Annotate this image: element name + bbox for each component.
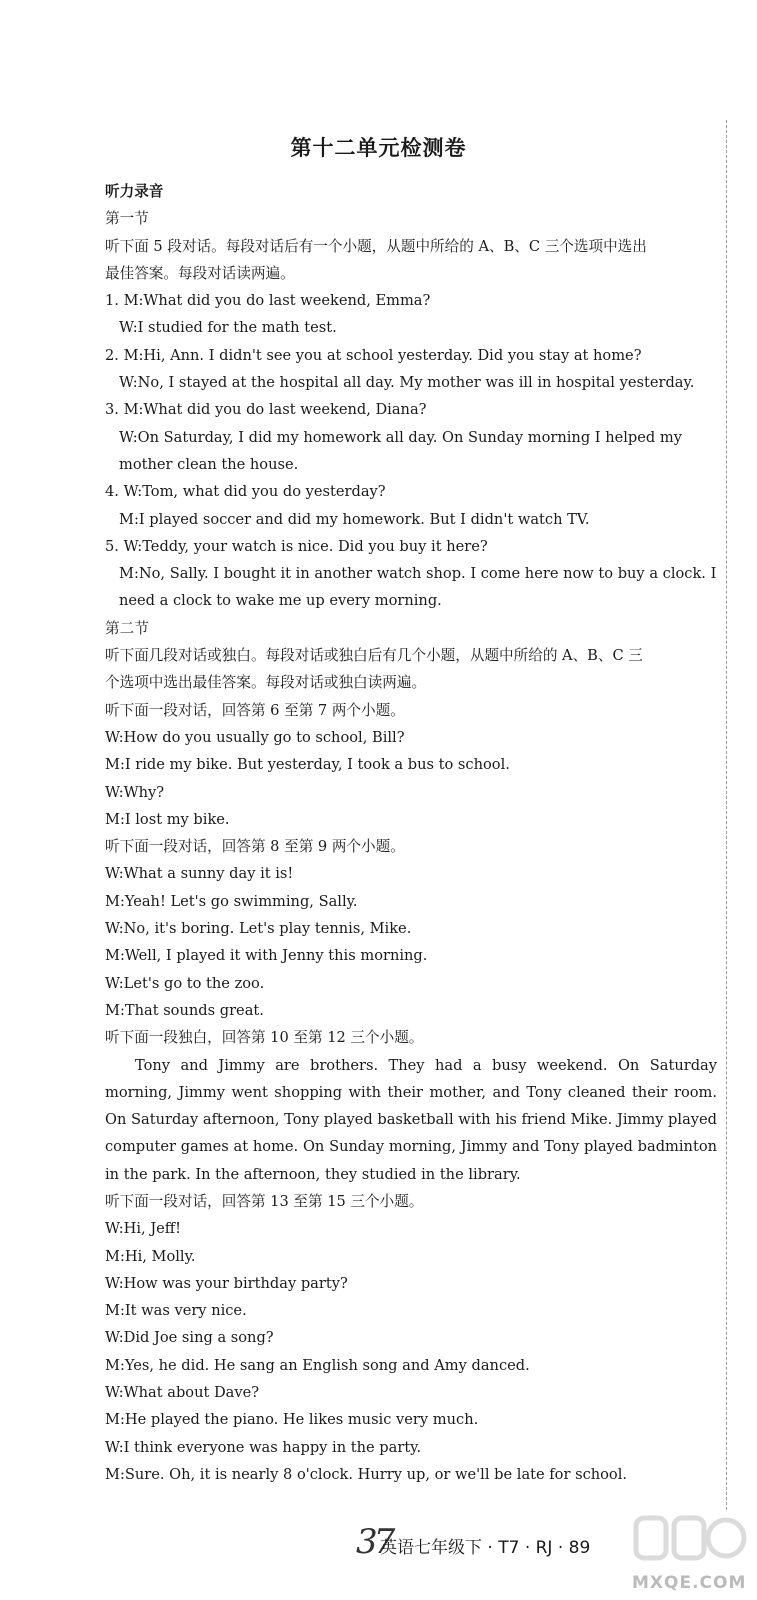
dialogue-line: M:He played the piano. He likes music very much. [105,1411,479,1429]
part-label: 听下面一段对话，回答第 13 至第 15 三个小题。 [105,1192,424,1210]
handwritten-page-number: 37 [356,1522,392,1562]
dialogue-line: need a clock to wake me up every morning. [119,592,442,610]
dialogue-line: M:Yes, he did. He sang an English song and Amy danced. [105,1356,530,1374]
dialogue-line: M:It was very nice. [105,1302,247,1320]
dialogue-line: M:I played soccer and did my homework. But I didn't watch TV. [119,510,590,528]
part-label: 听下面一段对话，回答第 6 至第 7 两个小题。 [105,701,405,719]
dialogue-line: W:What a sunny day it is! [105,865,294,883]
dialogue-line: W:Let's go to the zoo. [105,974,265,992]
dialogue-line: M:I lost my bike. [105,810,230,828]
section1-instruction: 听下面 5 段对话。每段对话后有一个小题，从题中所给的 A、B、C 三个选项中选出 [105,237,647,255]
section-heading: 听力录音 [105,183,164,200]
dialogue-line: mother clean the house. [119,455,299,473]
dialogue-line: W:Hi, Jeff! [105,1220,182,1238]
page-footer: 英语七年级下 · T7 · RJ · 89 [380,1538,591,1558]
part-label: 听下面一段独白，回答第 10 至第 12 三个小题。 [105,1029,424,1047]
dialogue-line: W:What about Dave? [105,1384,260,1402]
dialogue-line: W:On Saturday, I did my homework all day. On Sunday morning I helped my [119,428,682,446]
dialogue-line: 1. M:What did you do last weekend, Emma? [105,292,431,310]
dialogue-line: M:Well, I played it with Jenny this morning. [105,947,428,965]
dialogue-line: W:No, it's boring. Let's play tennis, Mike. [105,920,412,938]
dialogue-line: 3. M:What did you do last weekend, Diana? [105,401,427,419]
dialogue-line: M:I ride my bike. But yesterday, I took a bus to school. [105,756,510,774]
dialogue-line: W:Did Joe sing a song? [105,1329,274,1347]
dialogue-line: M:No, Sally. I bought it in another watch shop. I come here now to buy a clock. I [119,565,717,583]
dialogue-line: W:How do you usually go to school, Bill? [105,728,405,746]
dialogue-line: W:No, I stayed at the hospital all day. My mother was ill in hospital yesterday. [119,374,695,392]
dialogue-line: M:Yeah! Let's go swimming, Sally. [105,892,358,910]
section2-instruction: 听下面几段对话或独白。每段对话或独白后有几个小题，从题中所给的 A、B、C 三 [105,647,643,665]
dialogue-line: 2. M:Hi, Ann. I didn't see you at school yesterday. Did you stay at home? [105,346,642,364]
dialogue-line: W:I studied for the math test. [119,319,337,337]
dialogue-line: 4. W:Tom, what did you do yesterday? [105,483,386,501]
section2-instruction: 个选项中选出最佳答案。每段对话或独白读两遍。 [105,674,427,692]
dialogue-line: W:How was your birthday party? [105,1274,348,1292]
dialogue-line: M:Hi, Molly. [105,1247,196,1265]
dialogue-line: W:I think everyone was happy in the party. [105,1438,422,1456]
dialogue-line: M:Sure. Oh, it is nearly 8 o'clock. Hurry up, or we'll be late for school. [105,1465,628,1483]
listening-transcript [105,178,717,1488]
dialogue-line: M:That sounds great. [105,1001,264,1019]
page-title: 第十二单元检测卷 [290,136,467,160]
dialogue-line: 5. W:Teddy, your watch is nice. Did you buy it here? [105,537,488,555]
section1-instruction: 最佳答案。每段对话读两遍。 [105,264,295,282]
part-label: 听下面一段对话，回答第 8 至第 9 两个小题。 [105,838,405,856]
watermark-text: MXQE.COM [632,1573,747,1593]
section1-label: 第一节 [105,210,149,228]
section2-label: 第二节 [105,619,149,637]
monologue-paragraph: Tony and Jimmy are brothers. They had a busy weekend. On Saturday morning, Jimmy went shopping with their mother, and Tony cleaned their room. On Saturday afternoon, Tony played basketball with his friend Mike. Jimmy played computer games at home. On Sunday morning, Jimmy and Tony played badminton in the park. In the afternoon, they studied in the library. [105,1056,717,1183]
page-edge-line [726,120,727,1510]
dialogue-line: W:Why? [105,783,165,801]
